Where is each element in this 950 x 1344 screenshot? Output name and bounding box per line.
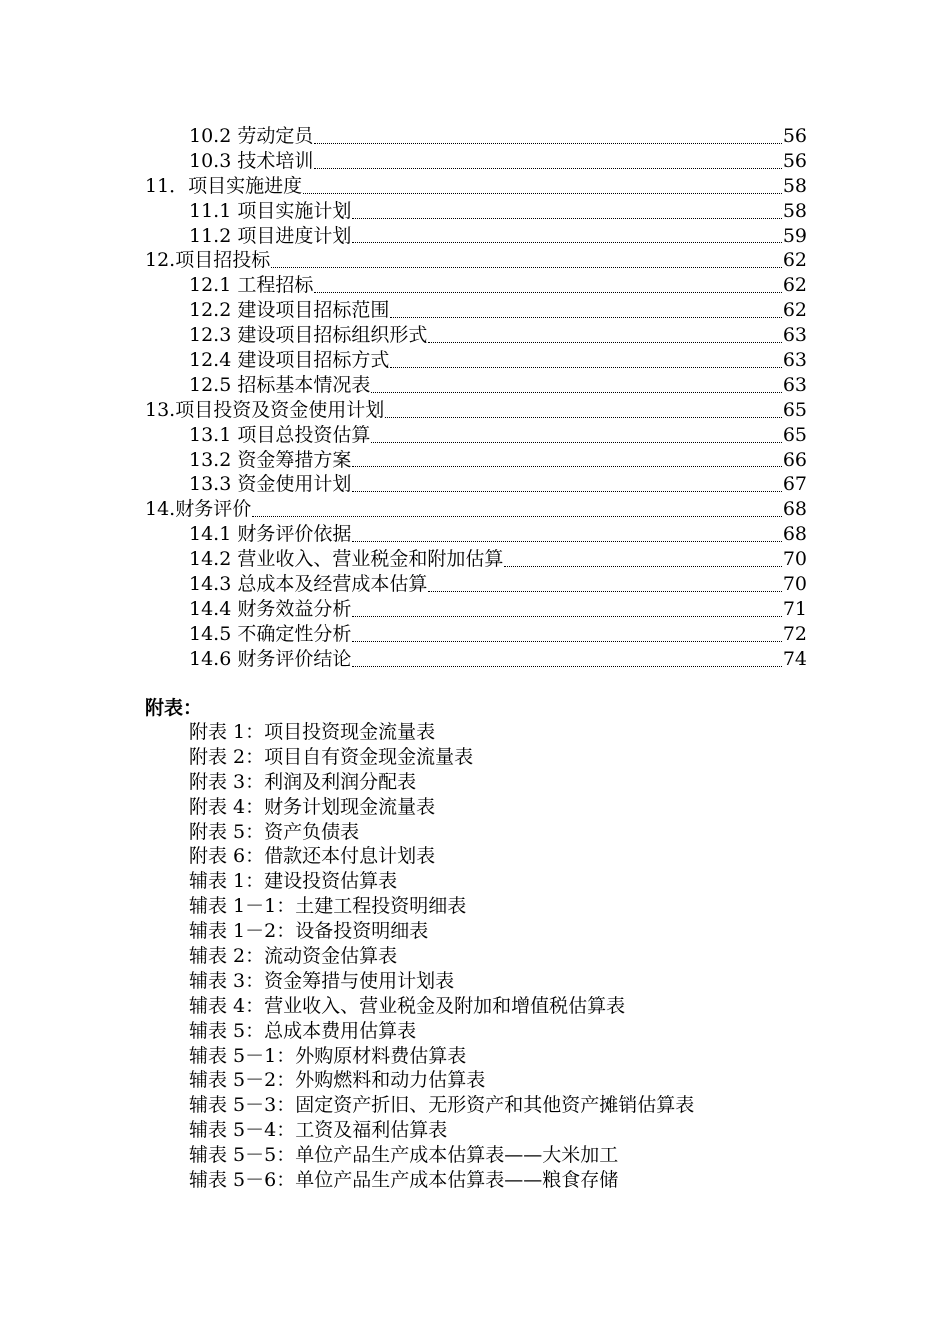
toc-entry-page-number: 63 bbox=[782, 349, 807, 372]
appendix-item: 附表 5：资产负债表 bbox=[189, 820, 360, 843]
appendix-item: 辅表 5－1：外购原材料费估算表 bbox=[189, 1044, 467, 1067]
toc-entry-label: 11.1 项目实施计划 bbox=[189, 199, 352, 222]
toc-entry-page-number: 71 bbox=[782, 597, 807, 620]
appendix-item: 附表 4：财务计划现金流量表 bbox=[189, 795, 436, 818]
toc-entry-page-number: 58 bbox=[782, 174, 807, 197]
toc-entry[interactable] bbox=[145, 597, 807, 622]
toc-dot-leader bbox=[303, 193, 782, 194]
toc-dot-leader bbox=[352, 242, 781, 243]
toc-entry-label: 12.2 建设项目招标范围 bbox=[189, 299, 390, 322]
toc-entry-page-number: 62 bbox=[782, 274, 807, 297]
toc-entry[interactable] bbox=[145, 448, 807, 473]
toc-dot-leader bbox=[352, 616, 781, 617]
toc-entry[interactable] bbox=[145, 622, 807, 647]
toc-entry-page-number: 67 bbox=[782, 473, 807, 496]
toc-entry-label: 14.5 不确定性分析 bbox=[189, 622, 352, 645]
toc-entry[interactable] bbox=[145, 373, 807, 398]
toc-dot-leader bbox=[371, 392, 781, 393]
appendix-item: 附表 3：利润及利润分配表 bbox=[189, 770, 417, 793]
appendix-item: 辅表 5－4：工资及福利估算表 bbox=[189, 1119, 448, 1142]
toc-dot-leader bbox=[352, 666, 781, 667]
toc-entry-page-number: 62 bbox=[782, 299, 807, 322]
appendix-item: 辅表 2：流动资金估算表 bbox=[189, 945, 398, 968]
appendix-item: 辅表 5－5：单位产品生产成本估算表——大米加工 bbox=[189, 1144, 619, 1167]
toc-entry[interactable] bbox=[145, 149, 807, 174]
toc-entry-page-number: 68 bbox=[782, 498, 807, 521]
toc-entry[interactable] bbox=[145, 398, 807, 423]
toc-entry-page-number: 66 bbox=[782, 448, 807, 471]
appendix-item: 附表 1：项目投资现金流量表 bbox=[189, 721, 436, 743]
toc-entry[interactable] bbox=[145, 647, 807, 672]
toc-entry[interactable] bbox=[145, 199, 807, 224]
toc-entry-page-number: 65 bbox=[782, 423, 807, 446]
toc-entry-page-number: 74 bbox=[782, 647, 807, 670]
toc-entry-label: 12.4 建设项目招标方式 bbox=[189, 349, 390, 372]
toc-dot-leader bbox=[352, 641, 781, 642]
toc-entry-label: 14.4 财务效益分析 bbox=[189, 597, 352, 620]
toc-entry-label: 13.2 资金筹措方案 bbox=[189, 448, 352, 471]
toc-dot-leader bbox=[314, 168, 781, 169]
toc-entry[interactable] bbox=[145, 323, 807, 348]
appendix-item: 附表 2：项目自有资金现金流量表 bbox=[189, 745, 474, 768]
toc-entry[interactable] bbox=[145, 497, 807, 522]
toc-dot-leader bbox=[428, 591, 781, 592]
toc-entry[interactable] bbox=[145, 298, 807, 323]
toc-dot-leader bbox=[352, 218, 781, 219]
appendix-item: 附表 6：借款还本付息计划表 bbox=[189, 845, 436, 868]
toc-entry-label: 14.3 总成本及经营成本估算 bbox=[189, 573, 428, 596]
appendix-item: 辅表 1－1：土建工程投资明细表 bbox=[189, 895, 467, 918]
toc-entry-label: 13.项目投资及资金使用计划 bbox=[145, 398, 385, 421]
toc-entry-page-number: 56 bbox=[782, 125, 807, 147]
toc-entry[interactable] bbox=[145, 572, 807, 597]
toc-entry-label: 12.1 工程招标 bbox=[189, 274, 314, 297]
toc-entry[interactable] bbox=[145, 124, 807, 149]
toc-dot-leader bbox=[314, 292, 781, 293]
toc-entry-page-number: 68 bbox=[782, 523, 807, 546]
toc-entry[interactable] bbox=[145, 273, 807, 298]
appendix-item: 辅表 1－2：设备投资明细表 bbox=[189, 920, 429, 943]
toc-entry-page-number: 70 bbox=[782, 573, 807, 596]
toc-entry[interactable] bbox=[145, 423, 807, 448]
toc-dot-leader bbox=[314, 143, 781, 144]
toc-entry-label: 12.5 招标基本情况表 bbox=[189, 373, 371, 396]
toc-entry-label: 13.3 资金使用计划 bbox=[189, 473, 352, 496]
appendix-item: 辅表 5－6：单位产品生产成本估算表——粮食存储 bbox=[189, 1169, 619, 1192]
toc-dot-leader bbox=[390, 367, 781, 368]
toc-dot-leader bbox=[252, 516, 782, 517]
toc-dot-leader bbox=[371, 442, 781, 443]
toc-dot-leader bbox=[352, 491, 781, 492]
toc-dot-leader bbox=[352, 541, 781, 542]
toc-entry-page-number: 63 bbox=[782, 324, 807, 347]
toc-entry-label: 12.项目招投标 bbox=[145, 249, 271, 272]
appendix-item: 辅表 1：建设投资估算表 bbox=[189, 870, 398, 893]
toc-entry-page-number: 70 bbox=[782, 548, 807, 571]
toc-entry-label: 10.3 技术培训 bbox=[189, 149, 314, 172]
toc-entry[interactable] bbox=[145, 522, 807, 547]
toc-entry-page-number: 62 bbox=[782, 249, 807, 272]
toc-entry-label: 14.6 财务评价结论 bbox=[189, 647, 352, 670]
appendix-title: 附表： bbox=[145, 697, 203, 719]
toc-dot-leader bbox=[390, 317, 781, 318]
appendix-item: 辅表 3：资金筹措与使用计划表 bbox=[189, 969, 455, 992]
toc-entry-page-number: 59 bbox=[782, 224, 807, 247]
toc-entry[interactable] bbox=[145, 547, 807, 572]
toc-entry[interactable] bbox=[145, 348, 807, 373]
toc-dot-leader bbox=[271, 267, 782, 268]
appendix-item: 辅表 5－3：固定资产折旧、无形资产和其他资产摊销估算表 bbox=[189, 1094, 695, 1117]
toc-entry-label: 14.1 财务评价依据 bbox=[189, 523, 352, 546]
appendix-list bbox=[189, 720, 829, 1193]
toc-entry-page-number: 63 bbox=[782, 373, 807, 396]
toc-entry-label: 11．项目实施进度 bbox=[145, 174, 303, 197]
toc-entry[interactable] bbox=[145, 248, 807, 273]
appendix-item: 辅表 4：营业收入、营业税金及附加和增值税估算表 bbox=[189, 994, 626, 1017]
toc-dot-leader bbox=[385, 417, 782, 418]
toc-entry[interactable] bbox=[145, 224, 807, 249]
toc-entry-page-number: 56 bbox=[782, 149, 807, 172]
toc-dot-leader bbox=[504, 566, 781, 567]
toc-dot-leader bbox=[428, 342, 781, 343]
toc-entry-page-number: 58 bbox=[782, 199, 807, 222]
toc-dot-leader bbox=[352, 466, 781, 467]
toc-entry-label: 10.2 劳动定员 bbox=[189, 125, 314, 147]
toc-entry-label: 13.1 项目总投资估算 bbox=[189, 423, 371, 446]
toc-entry[interactable] bbox=[145, 174, 807, 199]
toc-entry-page-number: 65 bbox=[782, 398, 807, 421]
toc-entry-label: 11.2 项目进度计划 bbox=[189, 224, 352, 247]
toc-entry[interactable] bbox=[145, 472, 807, 497]
toc-entry-label: 14.财务评价 bbox=[145, 498, 252, 521]
toc-entry-label: 14.2 营业收入、营业税金和附加估算 bbox=[189, 548, 504, 571]
toc-entry-label: 12.3 建设项目招标组织形式 bbox=[189, 324, 428, 347]
appendix-item: 辅表 5：总成本费用估算表 bbox=[189, 1019, 417, 1042]
toc-entry-page-number: 72 bbox=[782, 622, 807, 645]
table-of-contents bbox=[145, 124, 807, 672]
appendix-item: 辅表 5－2：外购燃料和动力估算表 bbox=[189, 1069, 486, 1092]
